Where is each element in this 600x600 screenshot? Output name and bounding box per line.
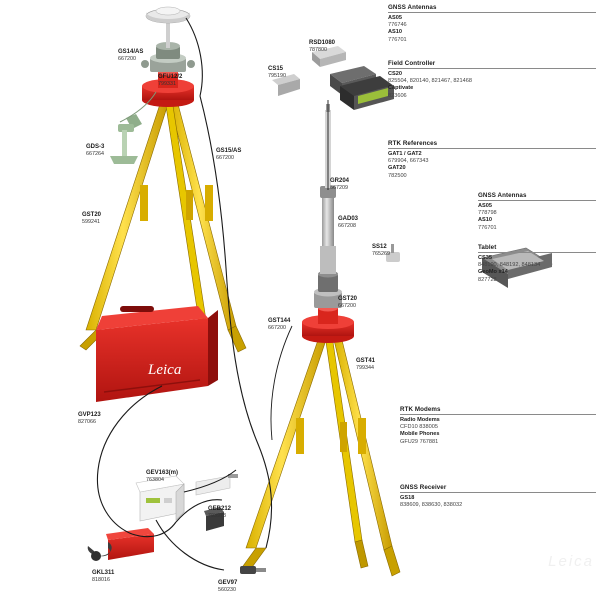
callout-label: GEB212 [208, 506, 232, 512]
callout-cable [146, 470, 178, 484]
callout-gad [86, 144, 104, 158]
divider [478, 200, 596, 201]
callout-code: 763804 [146, 477, 164, 483]
callout-code: 667200 [338, 303, 356, 309]
spec-item-label: GAT20 [388, 165, 406, 172]
spec-item-label: GeoMo x14 [478, 269, 508, 276]
callout-label: GAD03 [338, 216, 359, 222]
callout-label: GS15/AS [216, 148, 242, 154]
callout-label: GR204 [330, 178, 350, 184]
spec-block-title: Field Controller [388, 60, 436, 67]
spec-block-title: GNSS Receiver [400, 484, 447, 491]
callout-gst144 [268, 318, 290, 332]
callout-code: 667200 [268, 325, 286, 331]
callout-gst20-tripod [82, 212, 101, 226]
spec-item-label: GS18 [400, 495, 415, 501]
spec-item-label: CS35 [478, 255, 492, 261]
spec-item-code: CFD10 838005 [400, 424, 438, 431]
spec-item-label: CS20 [388, 71, 402, 77]
callout-label: SS12 [372, 244, 387, 250]
spec-block [478, 244, 596, 284]
watermark: Leica [548, 553, 594, 570]
callout-gs14 [118, 49, 143, 63]
callout-label: GKL311 [92, 570, 115, 576]
spec-item-code: GFU29 767881 [400, 438, 439, 445]
callout-code: 793973 [208, 513, 226, 519]
spec-item-code: 823606 [388, 92, 407, 99]
spec-item-label: Captivate [388, 85, 414, 92]
spec-item-label: GAT1 / GAT2 [388, 151, 422, 157]
spec-item-label: Mobile Phones [400, 431, 440, 438]
callout-code: 560230 [218, 587, 236, 593]
callout-gst20-2 [338, 296, 357, 310]
divider [388, 12, 596, 13]
callout-code: 667200 [216, 155, 234, 161]
callout-code: 667264 [86, 151, 104, 157]
callout-gzs4 [216, 148, 241, 162]
spec-item-code: 782500 [388, 172, 407, 179]
callout-gev97 [218, 580, 237, 594]
callout-code: 799344 [356, 365, 374, 371]
callout-label: GVP123 [78, 412, 101, 418]
svg-text:Leica: Leica [148, 362, 182, 378]
callout-code: 799331 [158, 81, 176, 87]
divider [478, 252, 596, 253]
spec-item-code: 776701 [478, 224, 497, 231]
callout-gad03 [338, 216, 358, 230]
callout-code: 667208 [338, 223, 356, 229]
callout-label: GDS-3 [86, 144, 105, 150]
callout-code: 827066 [78, 419, 96, 425]
divider [400, 492, 596, 493]
callout-code: 667209 [330, 185, 348, 191]
callout-code: 765269 [372, 251, 390, 257]
spec-block [400, 484, 596, 509]
callout-label: GEV97 [218, 580, 238, 586]
spec-block [388, 4, 596, 44]
spec-item-label: AS05 [388, 15, 402, 21]
spec-block-title: RTK References [388, 140, 438, 147]
callout-gvp123 [78, 412, 101, 426]
spec-item-label: Radio Modems [400, 417, 440, 423]
callout-label: GST20 [82, 212, 102, 218]
callout-code: 599241 [82, 219, 100, 225]
callout-gr204 [330, 178, 349, 192]
callout-gst41 [356, 358, 375, 372]
spec-block [388, 140, 596, 180]
spec-item-label: AS10 [478, 217, 492, 224]
callout-label: CS15 [268, 66, 284, 72]
spec-block-title: GNSS Antennas [388, 4, 437, 11]
callout-label: GST41 [356, 358, 376, 364]
callout-ghd1080 [309, 40, 335, 54]
callout-label: GST20 [338, 296, 358, 302]
callout-label: GS14/AS [118, 49, 144, 55]
callout-label: GST144 [268, 318, 291, 324]
spec-item-code: 827728 [478, 276, 497, 283]
callout-code: 787800 [309, 47, 327, 53]
callout-code: 818016 [92, 577, 110, 583]
spec-item-code: 776701 [388, 36, 407, 43]
spec-block-title: RTK Modems [400, 406, 441, 413]
spec-item-code: 848190, 848192, 848134 [478, 262, 541, 269]
callout-gkl311 [92, 570, 114, 584]
spec-block [478, 192, 596, 232]
callout-label: GFU12/2 [158, 74, 183, 80]
spec-item-label: AS10 [388, 29, 402, 36]
callout-gfu [158, 74, 182, 88]
spec-item-code: 679904, 667343 [388, 158, 429, 165]
spec-item-code: 838609, 838630, 838032 [400, 502, 463, 509]
spec-block-title: GNSS Antennas [478, 192, 527, 199]
spec-block [400, 406, 596, 446]
callout-cs11 [268, 66, 286, 80]
spec-block-title: Tablet [478, 244, 497, 251]
spec-block [388, 60, 596, 100]
callout-code: 795190 [268, 73, 286, 79]
divider [388, 148, 596, 149]
callout-code: 667200 [118, 56, 136, 62]
callout-label: RSD1080 [309, 40, 336, 46]
divider [388, 68, 596, 69]
divider [400, 414, 596, 415]
callout-geb212 [208, 506, 231, 520]
callout-label: GEV163(m) [146, 470, 179, 476]
spec-item-label: AS05 [478, 203, 492, 209]
spec-item-code: 778798 [478, 210, 497, 217]
spec-item-code: 776746 [388, 22, 407, 29]
spec-item-code: 825504, 820140, 821467, 821468 [388, 78, 472, 85]
callout-ss12 [372, 244, 390, 258]
